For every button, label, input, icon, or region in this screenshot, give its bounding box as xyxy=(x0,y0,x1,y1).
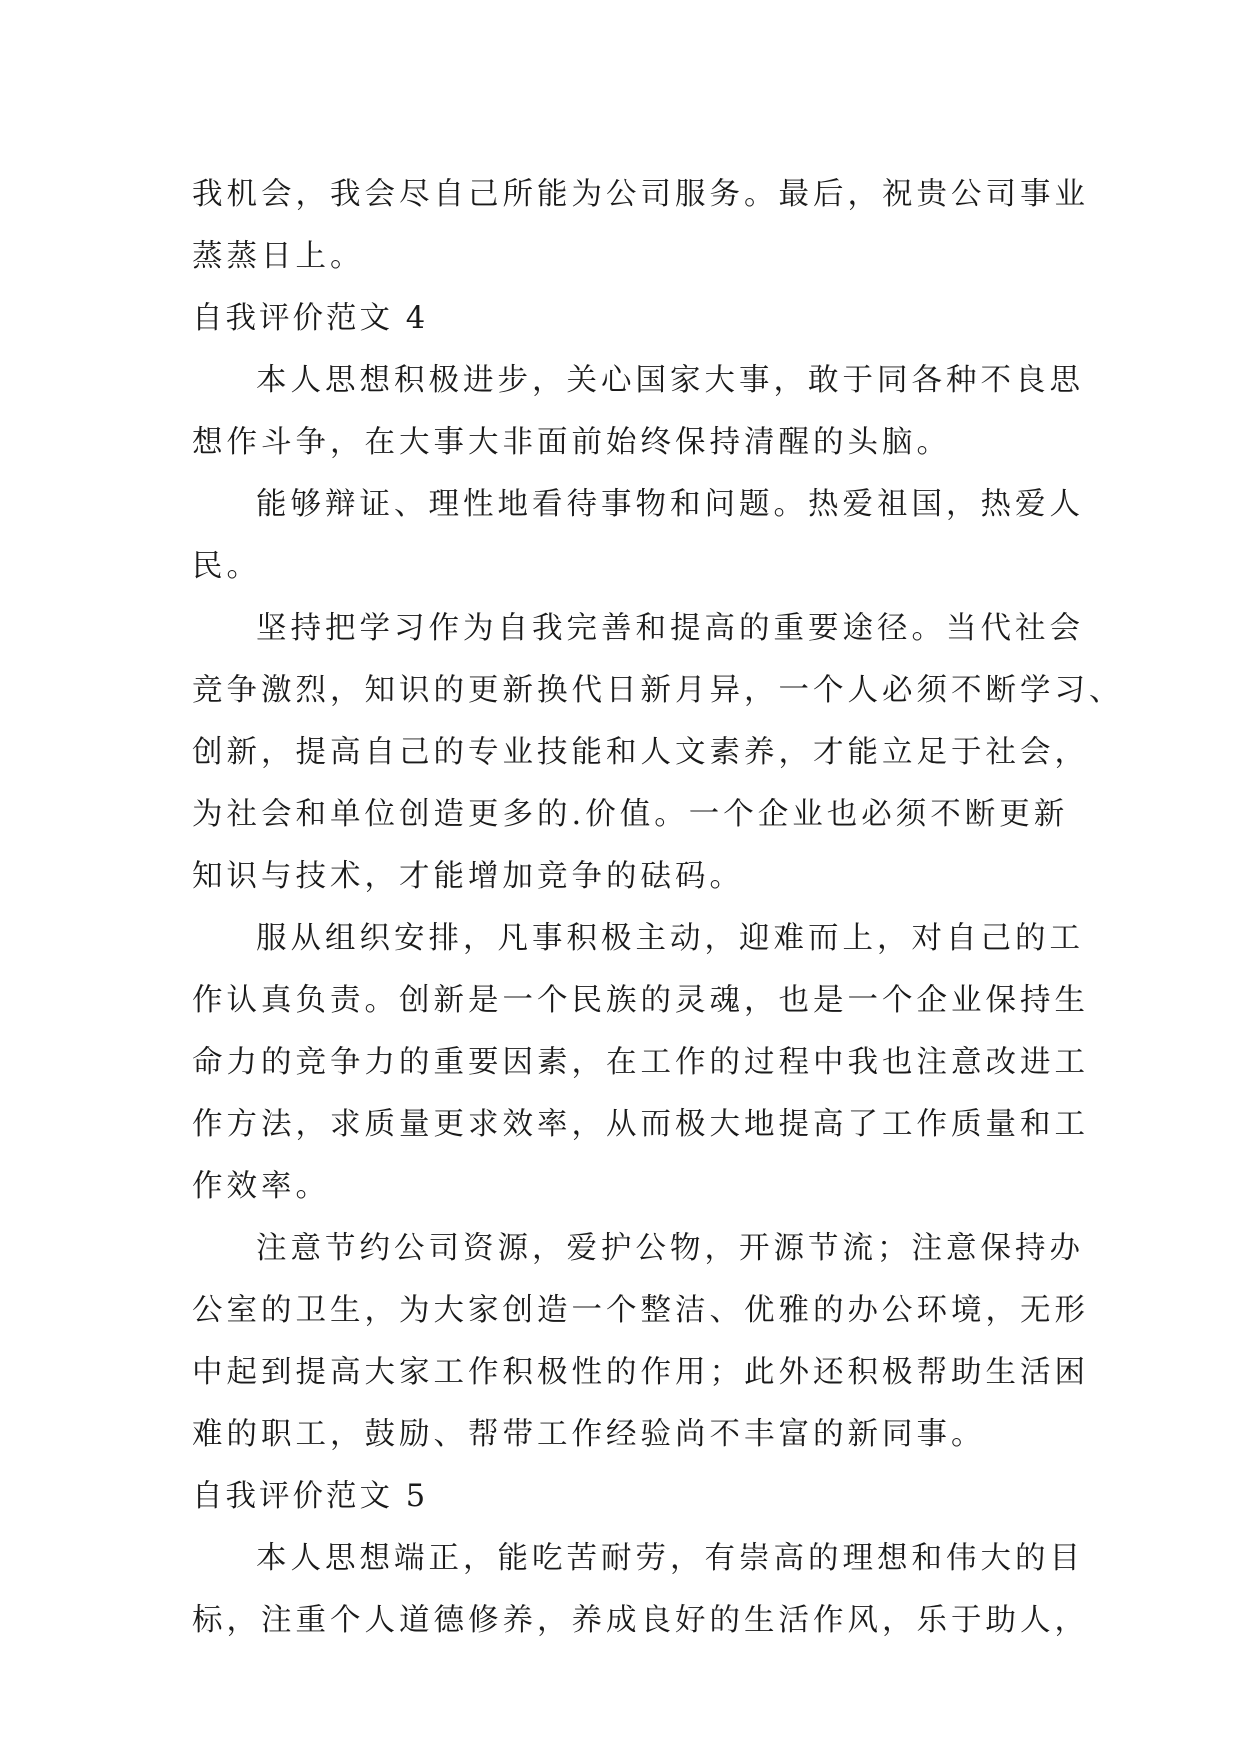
text-line: 知识与技术，才能增加竞争的砝码。 xyxy=(192,859,744,894)
text-line: 想作斗争，在大事大非面前始终保持清醒的头脑。 xyxy=(192,425,951,460)
text-line: 作方法，求质量更求效率，从而极大地提高了工作质量和工 xyxy=(192,1107,1089,1142)
text-line: 竞争激烈，知识的更新换代日新月异，一个人必须不断学习、 xyxy=(192,673,1124,708)
section-heading: 自我评价范文 4 xyxy=(192,301,429,336)
paragraph-first-line: 注意节约公司资源，爱护公物，开源节流；注意保持办 xyxy=(256,1231,1084,1266)
paragraph-first-line: 服从组织安排，凡事积极主动，迎难而上，对自己的工 xyxy=(256,921,1084,956)
text-line: 命力的竞争力的重要因素，在工作的过程中我也注意改进工 xyxy=(192,1045,1089,1080)
document-body xyxy=(192,164,1124,1652)
text-line: 作效率。 xyxy=(192,1169,330,1204)
text-line: 蒸蒸日上。 xyxy=(192,239,365,274)
text-line: 民。 xyxy=(192,549,261,584)
text-line: 公室的卫生，为大家创造一个整洁、优雅的办公环境，无形 xyxy=(192,1293,1089,1328)
text-line: 我机会，我会尽自己所能为公司服务。最后，祝贵公司事业 xyxy=(192,177,1089,212)
paragraph-first-line: 坚持把学习作为自我完善和提高的重要途径。当代社会 xyxy=(256,611,1084,646)
section-heading: 自我评价范文 5 xyxy=(192,1479,429,1514)
paragraph-first-line: 本人思想端正，能吃苦耐劳，有崇高的理想和伟大的目 xyxy=(256,1541,1084,1576)
text-line: 作认真负责。创新是一个民族的灵魂，也是一个企业保持生 xyxy=(192,983,1089,1018)
text-line: 难的职工，鼓励、帮带工作经验尚不丰富的新同事。 xyxy=(192,1417,986,1452)
text-line: 创新，提高自己的专业技能和人文素养，才能立足于社会， xyxy=(192,735,1089,770)
paragraph-first-line: 本人思想积极进步，关心国家大事，敢于同各种不良思 xyxy=(256,363,1084,398)
paragraph-first-line: 能够辩证、理性地看待事物和问题。热爱祖国，热爱人 xyxy=(256,487,1084,522)
text-line: 为社会和单位创造更多的.价值。一个企业也必须不断更新 xyxy=(192,797,1069,832)
text-line: 中起到提高大家工作积极性的作用；此外还积极帮助生活困 xyxy=(192,1355,1089,1390)
text-line: 标，注重个人道德修养，养成良好的生活作风，乐于助人， xyxy=(192,1603,1089,1638)
